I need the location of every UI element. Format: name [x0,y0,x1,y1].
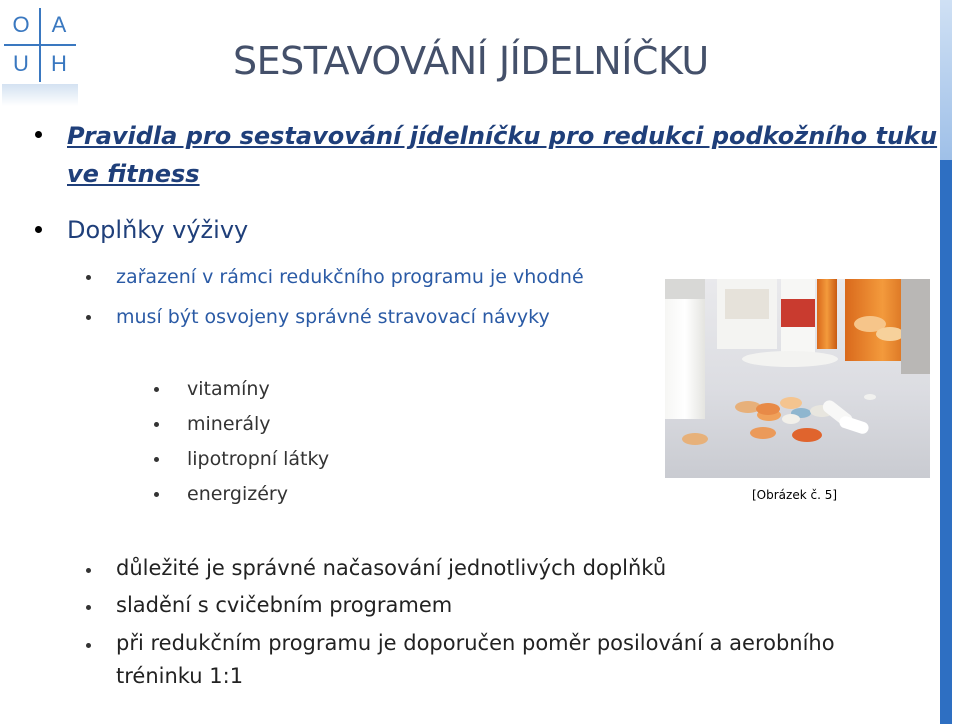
bullet [154,387,159,392]
pills-photo [665,279,930,478]
bullet [86,605,91,610]
logo-letter-a: A [51,12,67,37]
rules-heading-line1: Pravidla pro sestavování jídelníčku pro redukci podkožního tuku [67,122,938,150]
supplements-heading: Doplňky výživy [67,216,249,244]
note-item: důležité je správné načasování jednotlivých doplňků [116,556,667,580]
oauh-logo [2,6,78,106]
bullet [35,226,42,233]
edge-bar-light [940,0,952,160]
supplement-item: lipotropní látky [187,448,330,470]
supplement-item: minerály [187,413,271,435]
bullet [86,568,91,573]
sub-item: musí být osvojeny správné stravovací návyky [116,306,550,328]
edge-bar-dark [940,160,952,724]
slide-title: SESTAVOVÁNÍ JÍDELNÍČKU [233,39,709,83]
logo-letter-o: O [12,12,30,37]
rules-heading-line2: ve fitness [67,160,200,188]
bullet [154,422,159,427]
bullet [35,131,42,138]
logo-letter-u: U [13,51,29,76]
sub-item: zařazení v rámci redukčního programu je vhodné [116,266,584,288]
supplement-item: energizéry [187,483,288,505]
bullet [154,492,159,497]
bullet [154,457,159,462]
logo-divider-horizontal [4,44,76,46]
supplement-item: vitamíny [187,378,270,400]
logo-reflection [2,84,78,106]
bullet [86,643,91,648]
pills-photo-drawing [665,279,930,478]
note-item: sladění s cvičebním programem [116,593,453,617]
note-item-line2: tréninku 1:1 [116,664,244,688]
bullet [86,315,91,320]
logo-letter-h: H [51,51,67,76]
note-item-line1: při redukčním programu je doporučen poměr posilování a aerobního [116,631,835,655]
image-caption: [Obrázek č. 5] [752,488,838,502]
bullet [86,275,91,280]
